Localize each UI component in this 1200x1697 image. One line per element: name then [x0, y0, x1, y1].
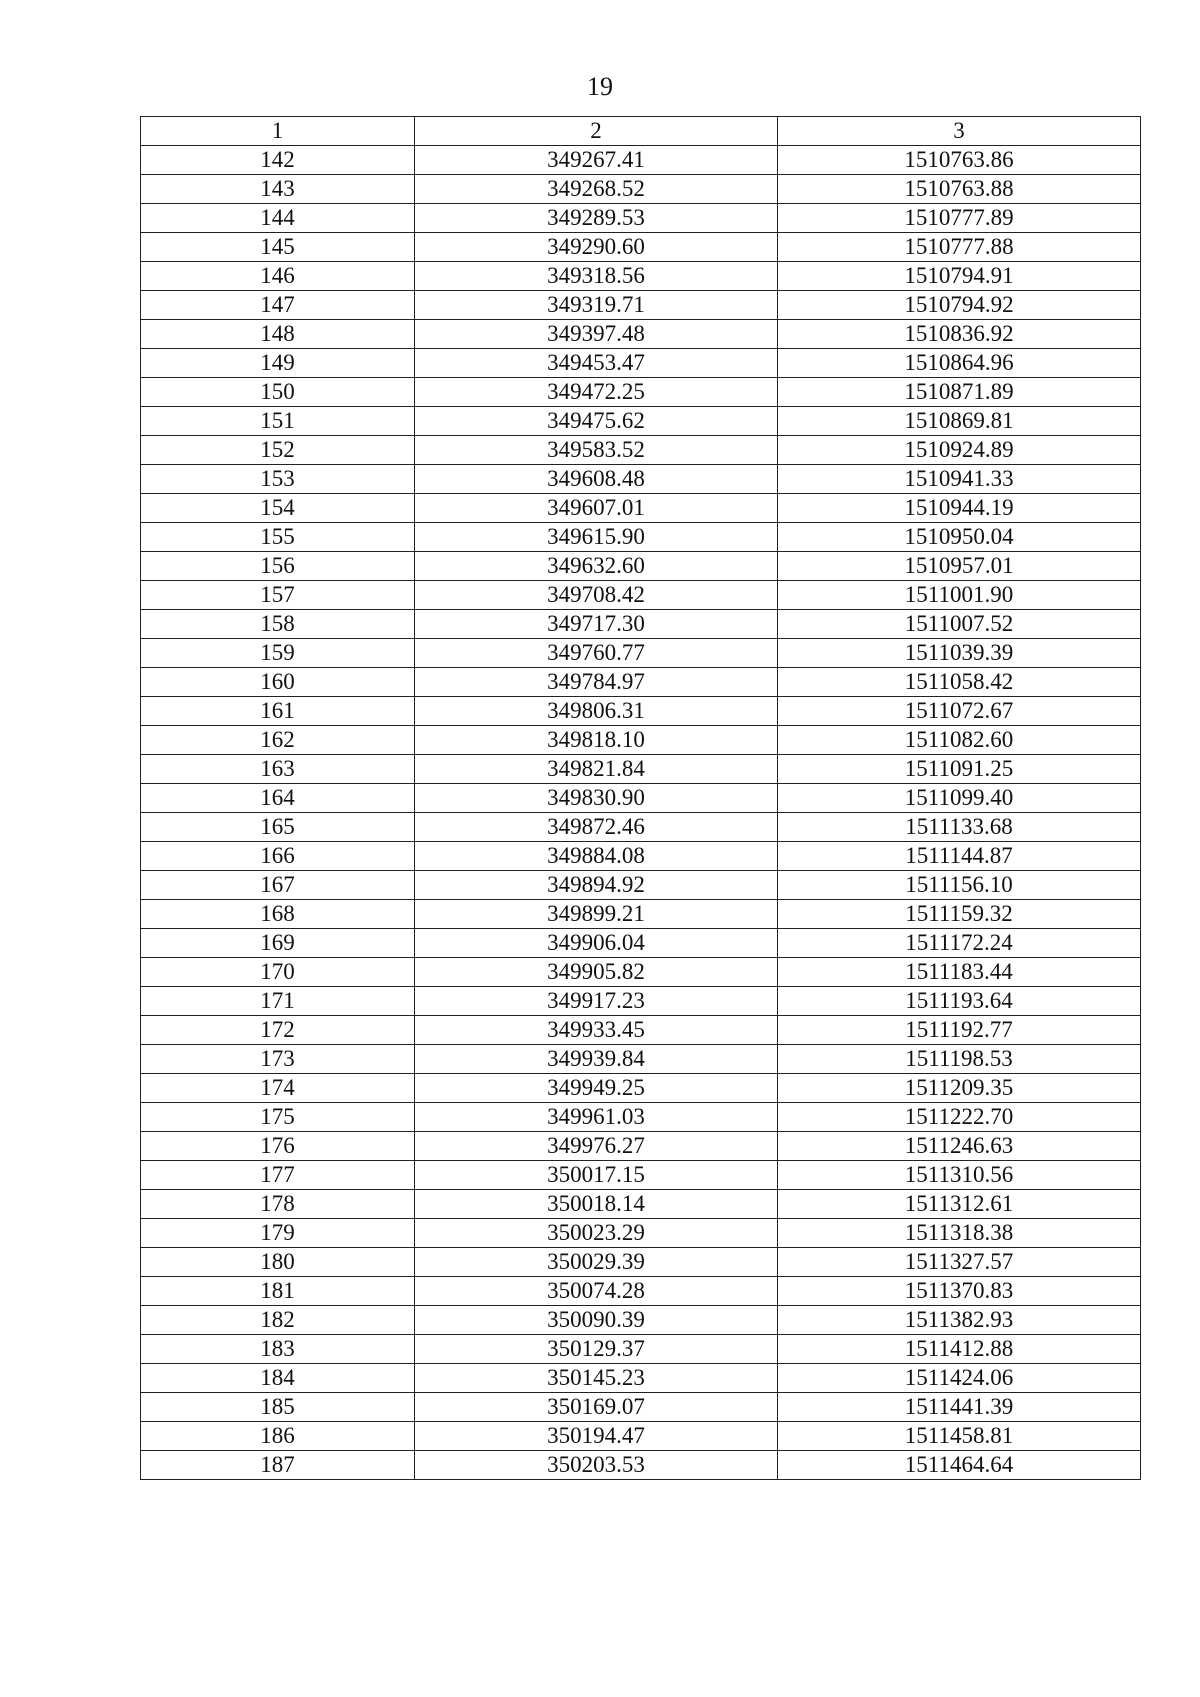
x-coordinate-cell: 350169.07 [415, 1393, 778, 1422]
y-coordinate-cell: 1511091.25 [778, 755, 1141, 784]
table-row [141, 639, 1141, 668]
table-row [141, 204, 1141, 233]
point-number-cell: 159 [141, 639, 415, 668]
point-number-cell: 183 [141, 1335, 415, 1364]
coordinates-table [140, 116, 1141, 1480]
y-coordinate-cell: 1511156.10 [778, 871, 1141, 900]
point-number-cell: 156 [141, 552, 415, 581]
y-coordinate-cell: 1511099.40 [778, 784, 1141, 813]
x-coordinate-cell: 350029.39 [415, 1248, 778, 1277]
y-coordinate-cell: 1511039.39 [778, 639, 1141, 668]
x-coordinate-cell: 349933.45 [415, 1016, 778, 1045]
x-coordinate-cell: 350090.39 [415, 1306, 778, 1335]
table-row [141, 1393, 1141, 1422]
x-coordinate-cell: 349961.03 [415, 1103, 778, 1132]
point-number-cell: 165 [141, 813, 415, 842]
y-coordinate-cell: 1510763.86 [778, 146, 1141, 175]
y-coordinate-cell: 1510864.96 [778, 349, 1141, 378]
point-number-cell: 153 [141, 465, 415, 494]
y-coordinate-cell: 1511412.88 [778, 1335, 1141, 1364]
point-number-cell: 161 [141, 697, 415, 726]
point-number-cell: 179 [141, 1219, 415, 1248]
x-coordinate-cell: 349784.97 [415, 668, 778, 697]
point-number-cell: 149 [141, 349, 415, 378]
point-number-cell: 147 [141, 291, 415, 320]
x-coordinate-cell: 349268.52 [415, 175, 778, 204]
point-number-cell: 164 [141, 784, 415, 813]
point-number-cell: 162 [141, 726, 415, 755]
page-number: 19 [587, 72, 613, 101]
y-coordinate-cell: 1510944.19 [778, 494, 1141, 523]
point-number-cell: 169 [141, 929, 415, 958]
table-row [141, 291, 1141, 320]
x-coordinate-cell: 349939.84 [415, 1045, 778, 1074]
table-row [141, 1248, 1141, 1277]
x-coordinate-cell: 349583.52 [415, 436, 778, 465]
y-coordinate-cell: 1511312.61 [778, 1190, 1141, 1219]
y-coordinate-cell: 1511159.32 [778, 900, 1141, 929]
y-coordinate-cell: 1510777.89 [778, 204, 1141, 233]
table-row [141, 349, 1141, 378]
table-row [141, 784, 1141, 813]
y-coordinate-cell: 1511193.64 [778, 987, 1141, 1016]
table-row [141, 1335, 1141, 1364]
table-row [141, 262, 1141, 291]
x-coordinate-cell: 349917.23 [415, 987, 778, 1016]
y-coordinate-cell: 1511133.68 [778, 813, 1141, 842]
x-coordinate-cell: 349976.27 [415, 1132, 778, 1161]
point-number-cell: 158 [141, 610, 415, 639]
table-row [141, 1190, 1141, 1219]
x-coordinate-cell: 350203.53 [415, 1451, 778, 1480]
y-coordinate-cell: 1510950.04 [778, 523, 1141, 552]
x-coordinate-cell: 349806.31 [415, 697, 778, 726]
table-row [141, 581, 1141, 610]
point-number-cell: 146 [141, 262, 415, 291]
table-row [141, 320, 1141, 349]
y-coordinate-cell: 1511209.35 [778, 1074, 1141, 1103]
point-number-cell: 187 [141, 1451, 415, 1480]
point-number-cell: 168 [141, 900, 415, 929]
table-row [141, 1045, 1141, 1074]
y-coordinate-cell: 1510794.92 [778, 291, 1141, 320]
x-coordinate-cell: 349319.71 [415, 291, 778, 320]
point-number-cell: 174 [141, 1074, 415, 1103]
x-coordinate-cell: 349821.84 [415, 755, 778, 784]
x-coordinate-cell: 349472.25 [415, 378, 778, 407]
table-body [141, 146, 1141, 1480]
y-coordinate-cell: 1510957.01 [778, 552, 1141, 581]
table-row [141, 697, 1141, 726]
point-number-cell: 150 [141, 378, 415, 407]
x-coordinate-cell: 349397.48 [415, 320, 778, 349]
y-coordinate-cell: 1510836.92 [778, 320, 1141, 349]
x-coordinate-cell: 349894.92 [415, 871, 778, 900]
table-row [141, 726, 1141, 755]
x-coordinate-cell: 350074.28 [415, 1277, 778, 1306]
point-number-cell: 186 [141, 1422, 415, 1451]
point-number-cell: 175 [141, 1103, 415, 1132]
x-coordinate-cell: 350017.15 [415, 1161, 778, 1190]
x-coordinate-cell: 349905.82 [415, 958, 778, 987]
x-coordinate-cell: 350194.47 [415, 1422, 778, 1451]
y-coordinate-cell: 1510763.88 [778, 175, 1141, 204]
table-row [141, 755, 1141, 784]
y-coordinate-cell: 1511072.67 [778, 697, 1141, 726]
table-row [141, 407, 1141, 436]
table-row [141, 1074, 1141, 1103]
x-coordinate-cell: 350018.14 [415, 1190, 778, 1219]
point-number-cell: 163 [141, 755, 415, 784]
y-coordinate-cell: 1511318.38 [778, 1219, 1141, 1248]
table-row [141, 900, 1141, 929]
y-coordinate-cell: 1511001.90 [778, 581, 1141, 610]
point-number-cell: 176 [141, 1132, 415, 1161]
point-number-cell: 185 [141, 1393, 415, 1422]
table-row [141, 233, 1141, 262]
x-coordinate-cell: 349906.04 [415, 929, 778, 958]
y-coordinate-cell: 1511058.42 [778, 668, 1141, 697]
point-number-cell: 184 [141, 1364, 415, 1393]
point-number-cell: 171 [141, 987, 415, 1016]
x-coordinate-cell: 349708.42 [415, 581, 778, 610]
x-coordinate-cell: 349899.21 [415, 900, 778, 929]
table-row [141, 378, 1141, 407]
column-header-3: 3 [778, 117, 1141, 146]
y-coordinate-cell: 1510869.81 [778, 407, 1141, 436]
x-coordinate-cell: 349453.47 [415, 349, 778, 378]
point-number-cell: 157 [141, 581, 415, 610]
y-coordinate-cell: 1510941.33 [778, 465, 1141, 494]
x-coordinate-cell: 349884.08 [415, 842, 778, 871]
x-coordinate-cell: 349475.62 [415, 407, 778, 436]
column-header-1: 1 [141, 117, 415, 146]
x-coordinate-cell: 350023.29 [415, 1219, 778, 1248]
y-coordinate-cell: 1511246.63 [778, 1132, 1141, 1161]
point-number-cell: 160 [141, 668, 415, 697]
x-coordinate-cell: 349830.90 [415, 784, 778, 813]
table-row [141, 1219, 1141, 1248]
table-row [141, 1306, 1141, 1335]
x-coordinate-cell: 349760.77 [415, 639, 778, 668]
x-coordinate-cell: 349267.41 [415, 146, 778, 175]
table-row [141, 871, 1141, 900]
y-coordinate-cell: 1511424.06 [778, 1364, 1141, 1393]
y-coordinate-cell: 1511310.56 [778, 1161, 1141, 1190]
table-row [141, 146, 1141, 175]
table-row [141, 1016, 1141, 1045]
table-row [141, 1103, 1141, 1132]
point-number-cell: 173 [141, 1045, 415, 1074]
point-number-cell: 181 [141, 1277, 415, 1306]
table-header-row [141, 117, 1141, 146]
x-coordinate-cell: 349615.90 [415, 523, 778, 552]
point-number-cell: 143 [141, 175, 415, 204]
y-coordinate-cell: 1510794.91 [778, 262, 1141, 291]
table-row [141, 1451, 1141, 1480]
x-coordinate-cell: 349607.01 [415, 494, 778, 523]
table-row [141, 987, 1141, 1016]
point-number-cell: 167 [141, 871, 415, 900]
table-row [141, 494, 1141, 523]
y-coordinate-cell: 1511172.24 [778, 929, 1141, 958]
table-row [141, 958, 1141, 987]
y-coordinate-cell: 1511007.52 [778, 610, 1141, 639]
table-row [141, 465, 1141, 494]
point-number-cell: 144 [141, 204, 415, 233]
point-number-cell: 148 [141, 320, 415, 349]
table-row [141, 552, 1141, 581]
x-coordinate-cell: 349290.60 [415, 233, 778, 262]
x-coordinate-cell: 349608.48 [415, 465, 778, 494]
y-coordinate-cell: 1511198.53 [778, 1045, 1141, 1074]
point-number-cell: 145 [141, 233, 415, 262]
y-coordinate-cell: 1511370.83 [778, 1277, 1141, 1306]
y-coordinate-cell: 1511441.39 [778, 1393, 1141, 1422]
table-row [141, 842, 1141, 871]
column-header-2: 2 [415, 117, 778, 146]
point-number-cell: 172 [141, 1016, 415, 1045]
point-number-cell: 166 [141, 842, 415, 871]
table-row [141, 523, 1141, 552]
table-row [141, 1132, 1141, 1161]
point-number-cell: 182 [141, 1306, 415, 1335]
point-number-cell: 155 [141, 523, 415, 552]
y-coordinate-cell: 1510777.88 [778, 233, 1141, 262]
x-coordinate-cell: 349289.53 [415, 204, 778, 233]
table-row [141, 1277, 1141, 1306]
table-row [141, 813, 1141, 842]
point-number-cell: 177 [141, 1161, 415, 1190]
x-coordinate-cell: 349717.30 [415, 610, 778, 639]
y-coordinate-cell: 1510924.89 [778, 436, 1141, 465]
table-row [141, 175, 1141, 204]
x-coordinate-cell: 350129.37 [415, 1335, 778, 1364]
point-number-cell: 142 [141, 146, 415, 175]
y-coordinate-cell: 1510871.89 [778, 378, 1141, 407]
point-number-cell: 154 [141, 494, 415, 523]
y-coordinate-cell: 1511382.93 [778, 1306, 1141, 1335]
x-coordinate-cell: 349949.25 [415, 1074, 778, 1103]
y-coordinate-cell: 1511192.77 [778, 1016, 1141, 1045]
x-coordinate-cell: 349818.10 [415, 726, 778, 755]
table-row [141, 1364, 1141, 1393]
table-row [141, 610, 1141, 639]
table-row [141, 1161, 1141, 1190]
y-coordinate-cell: 1511458.81 [778, 1422, 1141, 1451]
point-number-cell: 170 [141, 958, 415, 987]
y-coordinate-cell: 1511222.70 [778, 1103, 1141, 1132]
x-coordinate-cell: 349872.46 [415, 813, 778, 842]
y-coordinate-cell: 1511183.44 [778, 958, 1141, 987]
y-coordinate-cell: 1511144.87 [778, 842, 1141, 871]
y-coordinate-cell: 1511464.64 [778, 1451, 1141, 1480]
point-number-cell: 178 [141, 1190, 415, 1219]
table-row [141, 1422, 1141, 1451]
point-number-cell: 180 [141, 1248, 415, 1277]
x-coordinate-cell: 349318.56 [415, 262, 778, 291]
y-coordinate-cell: 1511327.57 [778, 1248, 1141, 1277]
y-coordinate-cell: 1511082.60 [778, 726, 1141, 755]
table-row [141, 668, 1141, 697]
point-number-cell: 152 [141, 436, 415, 465]
table-row [141, 929, 1141, 958]
table-row [141, 436, 1141, 465]
point-number-cell: 151 [141, 407, 415, 436]
x-coordinate-cell: 350145.23 [415, 1364, 778, 1393]
x-coordinate-cell: 349632.60 [415, 552, 778, 581]
